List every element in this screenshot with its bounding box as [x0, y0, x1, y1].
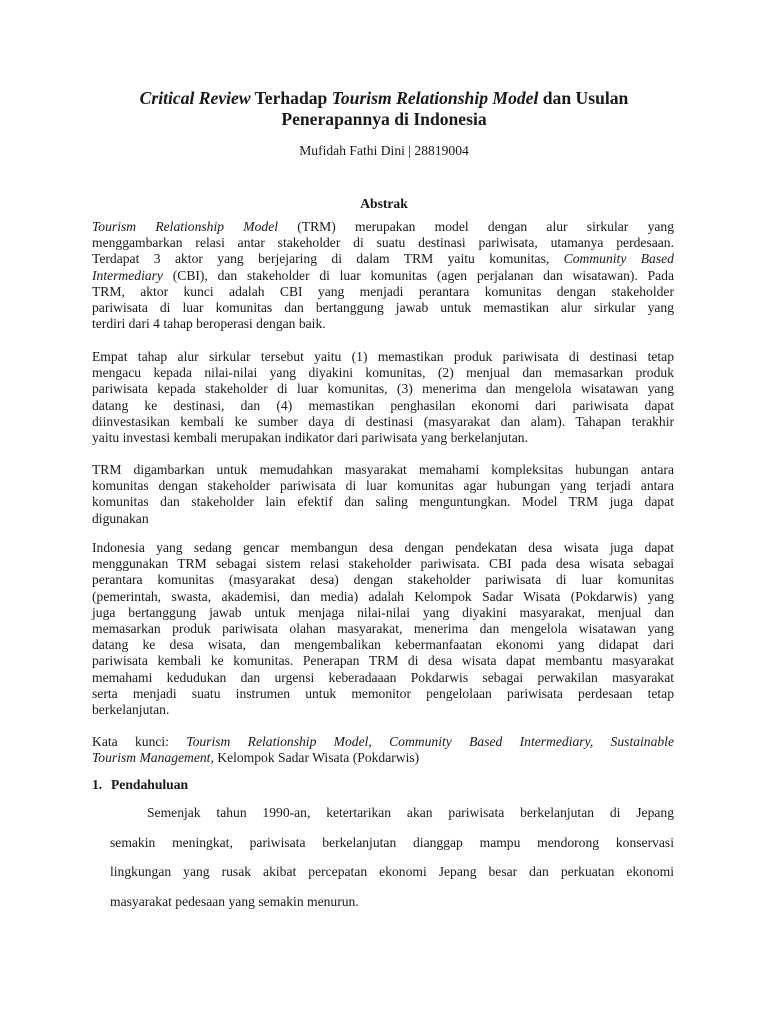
term-trm-italic: Tourism Relationship Model	[92, 219, 279, 234]
abstract-p4-line: menggunakan TRM sebagai sistem relasi stakeholder pariwisata. CBI pada desa wisata sebagai	[92, 556, 674, 572]
title-italic-trm: Tourism Relationship Model	[331, 88, 539, 108]
abstract-p4-line: (pemerintah, swasta, akademisi, dan media) adalah Kelompok Sadar Wisata (Pokdarwis) yang	[92, 588, 674, 604]
abstract-p3-line: komunitas dan stakeholder lain efektif dan saling menguntungkan. Model TRM juga dapat	[92, 494, 674, 510]
keywords-label: Kata kunci:	[92, 734, 187, 749]
body-line: lingkungan yang rusak akibat percepatan ekonomi Jepang besar dan perkuatan ekonomi	[110, 864, 674, 880]
abstract-p2-line: diinvestasikan kembali ke sumber daya di destinasi (masyarakat dan alam). Tahapan terakhir	[92, 413, 674, 429]
abstract-p4-line: pariwisata kembali ke komunitas. Penerapan TRM di desa wisata dapat membantu masyarakat	[92, 653, 674, 669]
text-span: (TRM) merupakan model dengan alur sirkular yang	[278, 219, 674, 234]
abstract-p3-line: digunakan	[92, 510, 149, 526]
abstract-p2-line: mengacu kepada nilai-nilai yang diyakini komunitas, (2) menjual dan memasarkan produk	[92, 365, 674, 381]
text-span: (CBI), dan stakeholder di luar komunitas (agen perjalanan dan wisatawan). Pada	[162, 267, 674, 283]
term-cbi-italic: Community Based	[563, 251, 674, 267]
title-line-1	[90, 88, 678, 109]
abstract-p4-line: juga bertanggung jawab untuk menjaga nilai-nilai yang diyakini masyarakat, menjual dan	[92, 604, 674, 620]
abstract-p4-line: serta menjadi suatu instrumen untuk memonitor pengelolaan pariwisata perdesaan tetap	[92, 685, 674, 701]
section-number: 1.	[92, 777, 103, 792]
abstract-p3-line: komunitas dengan stakeholder pariwisata di luar komunitas agar hubungan yang terjadi antara	[92, 478, 674, 494]
title-italic-critical-review: Critical Review	[139, 88, 251, 108]
abstract-p1-line: terdiri dari 4 tahap beroperasi dengan baik.	[92, 316, 326, 332]
abstract-p4-line: Indonesia yang sedang gencar membangun desa dengan pendekatan desa wisata juga dapat	[92, 540, 674, 555]
abstract-p4-line: datang ke desa wisata, dan mengembalikan kebermanfaatan ekonomi yang didapat dari	[92, 637, 674, 653]
abstract-p2-line: datang ke destinasi, dan (4) memastikan penghasilan ekonomi dari pariwisata dapat	[92, 397, 674, 413]
body-line: masyarakat pedesaan yang semakin menurun.	[110, 894, 359, 910]
term-intermediary-italic: Intermediary	[92, 267, 163, 283]
abstract-p1-line: pariwisata di luar komunitas dan bertanggung jawab untuk memastikan alur sirkular yang	[92, 300, 674, 316]
abstract-p1-line: menggambarkan relasi antar stakeholder di suatu destinasi pariwisata, utamanya perdesaan.	[92, 235, 674, 251]
abstract-p4-line: berkelanjutan.	[92, 702, 170, 718]
title-line-2: Penerapannya di Indonesia	[281, 109, 487, 129]
abstract-p1-line	[92, 219, 674, 235]
abstract-p2-line: pariwisata kepada stakeholder di luar komunitas, (3) menerima dan mengelola wisatawan yang	[92, 381, 674, 397]
abstract-paragraph-2	[92, 349, 674, 446]
keywords-line	[92, 734, 674, 750]
abstract-p4-line: memahami kedudukan dan urgensi keberadaaan Pokdarwis sebagai perwakilan masyarakat	[92, 669, 674, 685]
section-1-paragraph	[110, 798, 674, 917]
text-span: Terdapat 3 aktor yang berjejaring di dalam TRM yaitu komunitas,	[92, 251, 564, 267]
abstract-p2-line: Empat tahap alur sirkular tersebut yaitu (1) memastikan produk pariwisata di destinasi tetap	[92, 349, 674, 364]
section-title: Pendahuluan	[111, 777, 189, 792]
abstract-p2-line: yaitu investasi kembali merupakan indikator dari pariwisata yang berkelanjutan.	[92, 430, 528, 446]
author-line: Mufidah Fathi Dini | 28819004	[299, 143, 469, 158]
abstract-p1-line	[92, 268, 674, 284]
title-text-dan-usulan: dan Usulan	[538, 88, 629, 108]
body-line: semakin meningkat, pariwisata berkelanjutan dianggap mampu mendorong konservasi	[110, 834, 674, 850]
abstract-paragraph-4	[92, 540, 674, 718]
abstract-p1-line: TRM, aktor kunci adalah CBI yang menjadi perantara komunitas dengan stakeholder	[92, 283, 674, 299]
abstract-heading: Abstrak	[360, 196, 408, 211]
abstract-p3-line: TRM digambarkan untuk memudahkan masyarakat memahami kompleksitas hubungan antara	[92, 462, 674, 477]
body-line: Semenjak tahun 1990-an, ketertarikan akan pariwisata berkelanjutan di Jepang	[147, 805, 674, 820]
text-span: Kelompok Sadar Wisata (Pokdarwis)	[213, 750, 420, 766]
keywords-italic: Tourism Management,	[92, 750, 214, 766]
abstract-p4-line: perantara komunitas (masyarakat desa) dengan stakeholder pariwisata di luar komunitas	[92, 572, 674, 588]
abstract-p1-line	[92, 251, 674, 267]
keywords-line	[92, 750, 674, 766]
keywords-italic: Tourism Relationship Model, Community Based Intermediary, Sustainable	[186, 734, 674, 749]
abstract-paragraph-1	[92, 219, 674, 332]
abstract-paragraph-3	[92, 462, 674, 527]
title-text-terhadap: Terhadap	[250, 88, 332, 108]
keywords-paragraph	[92, 734, 674, 766]
paper-title	[90, 88, 678, 130]
section-heading-pendahuluan	[92, 776, 188, 793]
abstract-p4-line: memasarkan produk pariwisata olahan masyarakat, menerima dan mengelola wisatawan yang	[92, 621, 674, 637]
